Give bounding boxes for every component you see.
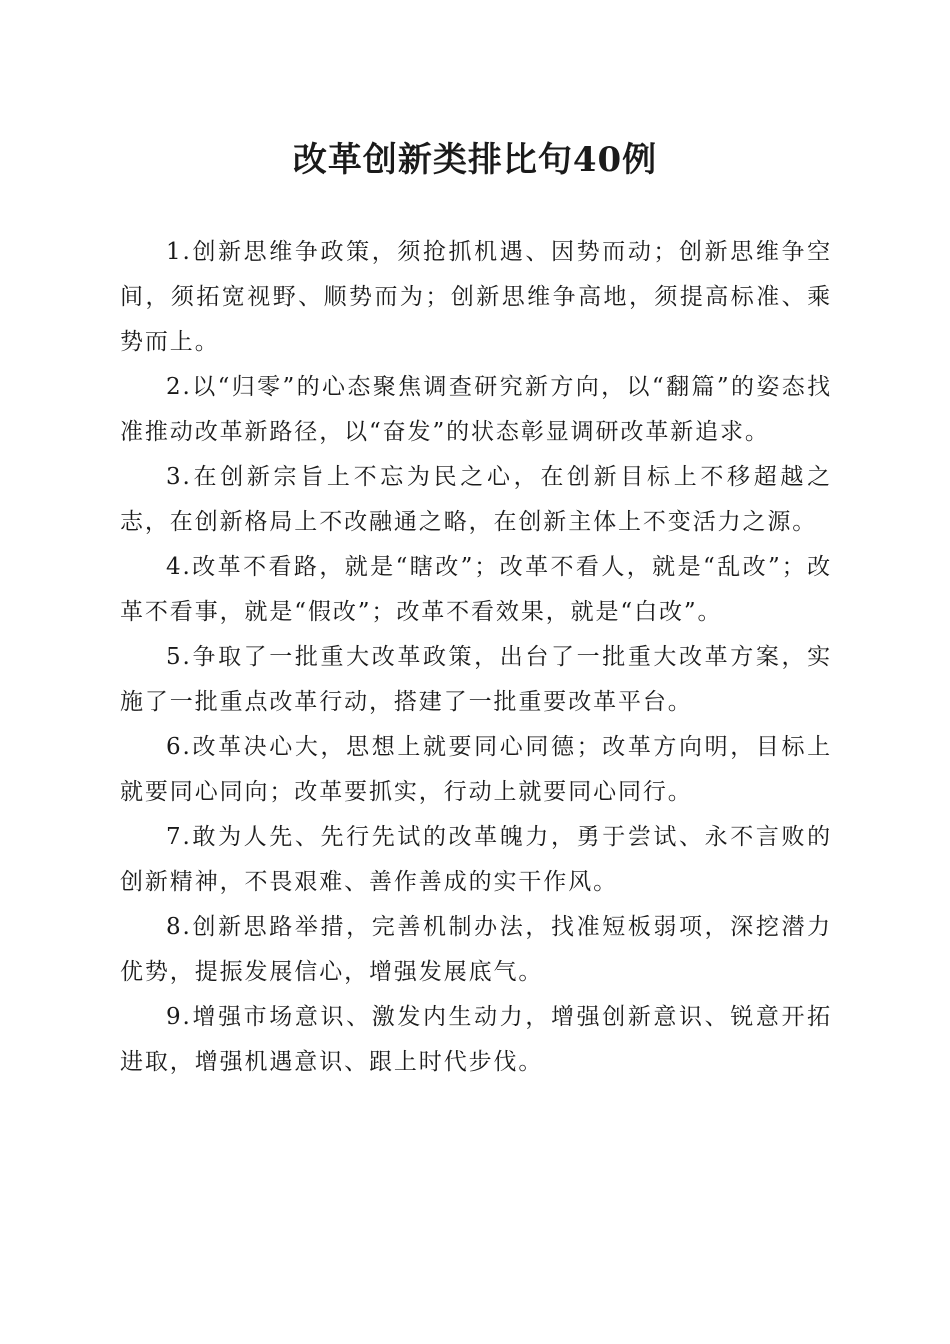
paragraph-5: 5.争取了一批重大改革政策，出台了一批重大改革方案，实施了一批重点改革行动，搭建了一批重要改革平台。	[120, 644, 832, 715]
paragraph-1: 1.创新思维争政策，须抢抓机遇、因势而动；创新思维争空间，须拓宽视野、顺势而为；创新思维争高地，须提高标准、乘势而上。	[120, 239, 832, 355]
paragraph-6: 6.改革决心大，思想上就要同心同德；改革方向明，目标上就要同心同向；改革要抓实，行动上就要同心同行。	[120, 734, 832, 805]
document-body	[120, 230, 832, 1085]
document-title: 改革创新类排比句40例	[292, 140, 658, 180]
paragraph-9: 9.增强市场意识、激发内生动力，增强创新意识、锐意开拓进取，增强机遇意识、跟上时代步伐。	[120, 1004, 832, 1075]
paragraph-3: 3.在创新宗旨上不忘为民之心，在创新目标上不移超越之志，在创新格局上不改融通之略，在创新主体上不变活力之源。	[120, 464, 832, 535]
paragraph-2: 2.以“归零”的心态聚焦调查研究新方向，以“翻篇”的姿态找准推动改革新路径，以“奋发”的状态彰显调研改革新追求。	[120, 374, 832, 445]
paragraph-7: 7.敢为人先、先行先试的改革魄力，勇于尝试、永不言败的创新精神，不畏艰难、善作善成的实干作风。	[120, 824, 832, 895]
paragraph-4: 4.改革不看路，就是“瞎改”；改革不看人，就是“乱改”；改革不看事，就是“假改”；改革不看效果，就是“白改”。	[120, 554, 832, 625]
paragraph-8: 8.创新思路举措，完善机制办法，找准短板弱项，深挖潜力优势，提振发展信心，增强发展底气。	[120, 914, 832, 985]
